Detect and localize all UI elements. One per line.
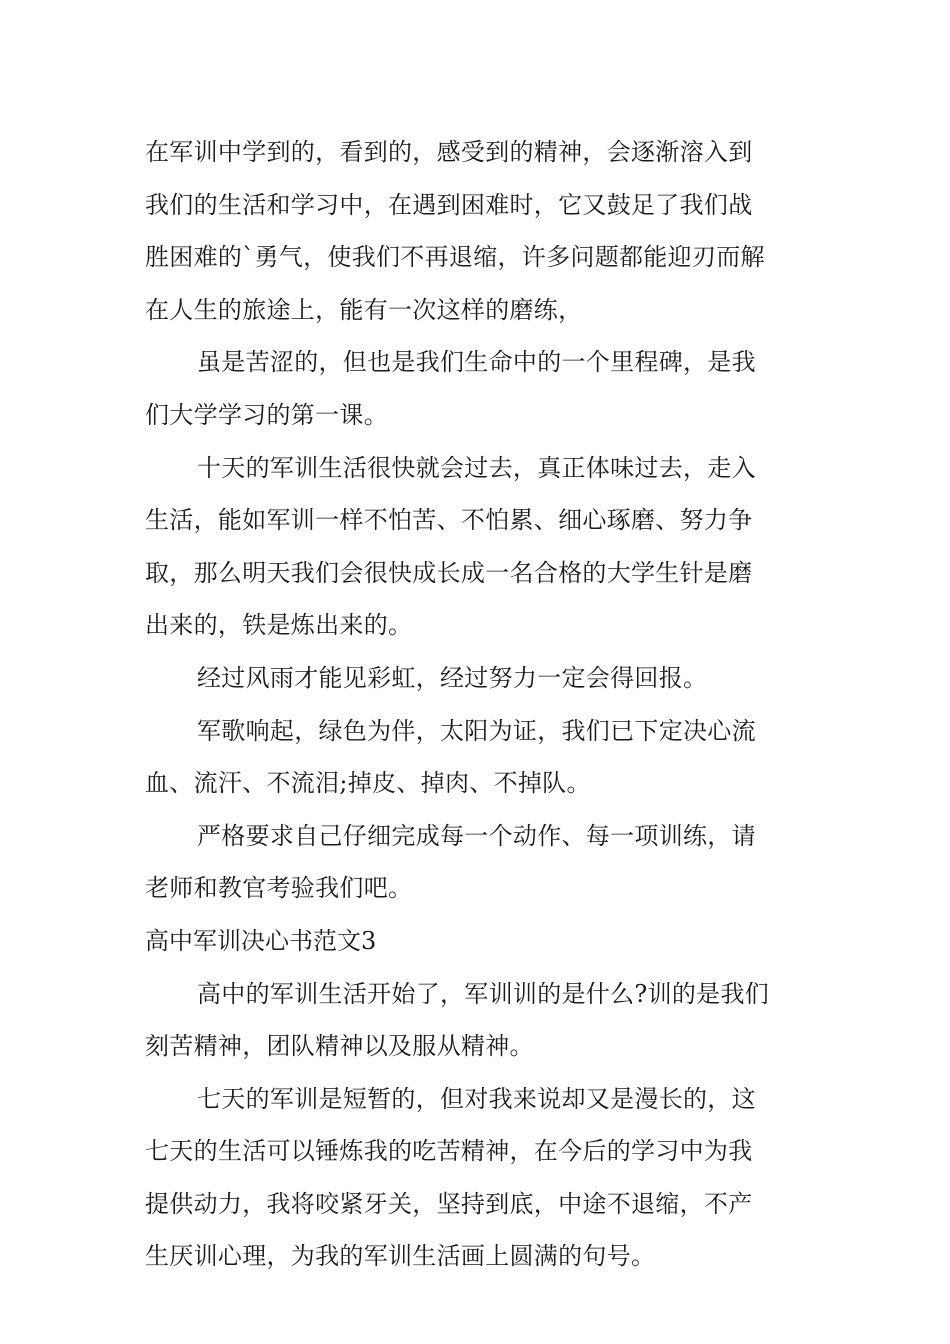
text-line: 取，那么明天我们会很快成长成一名合格的大学生针是磨 bbox=[145, 558, 753, 587]
text-line: 七天的生活可以锤炼我的吃苦精神，在今后的学习中为我 bbox=[145, 1137, 753, 1166]
document-body bbox=[145, 126, 810, 1283]
text-line: 我们的生活和学习中，在遇到困难时，它又鼓足了我们战 bbox=[145, 190, 753, 219]
paragraph bbox=[145, 705, 810, 810]
text-line: 虽是苦涩的，但也是我们生命中的一个里程碑，是我 bbox=[197, 348, 756, 377]
text-line: 生厌训心理，为我的军训生活画上圆满的句号。 bbox=[145, 1242, 656, 1271]
text-line: 们大学学习的第一课。 bbox=[145, 400, 388, 429]
text-line: 在军训中学到的，看到的，感受到的精神，会逐渐溶入到 bbox=[145, 138, 753, 166]
text-line: 经过风雨才能见彩虹，经过努力一定会得回报。 bbox=[197, 663, 708, 692]
text-line: 高中的军训生活开始了，军训训的是什么?训的是我们 bbox=[197, 979, 770, 1008]
paragraph bbox=[145, 652, 810, 705]
text-line: 军歌响起，绿色为伴，太阳为证，我们已下定决心流 bbox=[197, 716, 756, 745]
paragraph bbox=[145, 968, 810, 1073]
paragraph bbox=[145, 442, 810, 652]
text-line: 生活，能如军训一样不怕苦、不怕累、细心琢磨、努力争 bbox=[145, 506, 753, 535]
text-line: 七天的军训是短暂的，但对我来说却又是漫长的，这 bbox=[197, 1084, 756, 1113]
text-line: 出来的，铁是炼出来的。 bbox=[145, 611, 413, 640]
heading-text: 高中军训决心书范文3 bbox=[145, 926, 377, 955]
text-line: 刻苦精神，团队精神以及服从精神。 bbox=[145, 1032, 534, 1061]
section-heading bbox=[145, 915, 810, 968]
paragraph bbox=[145, 810, 810, 915]
text-line: 在人生的旅途上，能有一次这样的磨练， bbox=[145, 295, 583, 324]
text-line: 血、流汗、不流泪;掉皮、掉肉、不掉队。 bbox=[145, 769, 591, 798]
text-line: 十天的军训生活很快就会过去，真正体味过去，走入 bbox=[197, 453, 756, 482]
text-line: 严格要求自己仔细完成每一个动作、每一项训练，请 bbox=[197, 821, 756, 850]
text-line: 提供动力，我将咬紧牙关，坚持到底，中途不退缩，不产 bbox=[145, 1189, 753, 1218]
paragraph bbox=[145, 336, 810, 441]
paragraph bbox=[145, 1073, 810, 1283]
text-line: 胜困难的`勇气，使我们不再退缩，许多问题都能迎刃而解 bbox=[145, 243, 765, 272]
text-line: 老师和教官考验我们吧。 bbox=[145, 874, 413, 903]
paragraph bbox=[145, 126, 810, 336]
